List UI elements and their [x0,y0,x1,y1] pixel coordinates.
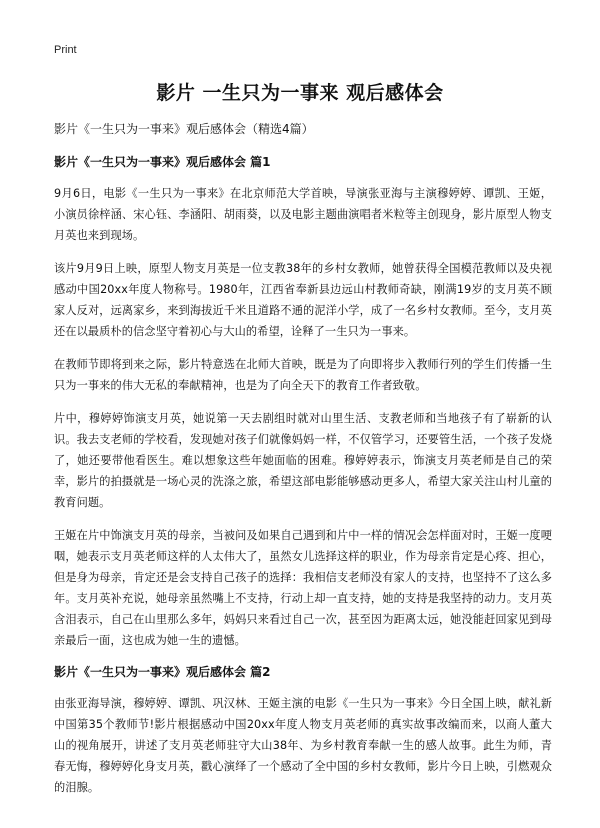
paragraph: 片中，穆婷婷饰演支月英，她说第一天去剧组时就对山里生活、支教老师和当地孩子有了崭新的认识。我去支老师的学校看，发现她对孩子们就像妈妈一样，不仅管学习，还要管生活，一个孩子发烧了，她还要带他看医生。难以想象这些年她面临的困难。穆婷婷表示，饰演支月英老师是自己的荣幸，影片的拍摄就是一场心灵的洗涤之旅，希望这部电影能够感动更多人，希望大家关注山村儿童的教育问题。 [54,412,552,509]
paragraph: 在教师节即将到来之际，影片特意选在北师大首映，既是为了向即将步入教师行列的学生们传播一生只为一事来的伟大无私的奉献精神，也是为了向全天下的教育工作者致敬。 [54,358,552,392]
paragraph: 该片9月9日上映，原型人物支月英是一位支教38年的乡村女教师，她曾获得全国模范教师以及央视感动中国20xx年度人物称号。1980年，江西省奉新县边远山村教师奇缺，刚满19岁的支月英不顾家人反对，远离家乡，来到海拔近千米且道路不通的泥洋小学，成了一名乡村女教师。至今，支月英还在以最质朴的信念坚守着初心与大山的希望，诠释了一生只为一事来。 [54,262,552,338]
paragraph: 王姬在片中饰演支月英的母亲，当被问及如果自己遇到和片中一样的情况会怎样面对时，王姬一度哽咽，她表示支月英老师这样的人太伟大了，虽然女儿选择这样的职业，作为母亲肯定是心疼、担心，但是身为母亲，肯定还是会支持自己孩子的选择：我相信支老师没有家人的支持，也坚持不了这么多年。支月英补充说，她母亲虽然嘴上不支持，行动上却一直支持，她的支持是我坚持的动力。支月英含泪表示，自己在山里那么多年，妈妈只来看过自己一次，甚至因为距离太远，她没能赶回家见到母亲最后一面，这也成为她一生的遗憾。 [54,529,552,647]
page-title: 影片 一生只为一事来 观后感体会 [156,82,444,104]
article-subtitle: 影片《一生只为一事来》观后感体会（精选4篇） [54,122,314,136]
paragraph: 由张亚海导演，穆婷婷、谭凯、巩汉林、王姬主演的电影《一生只为一事来》今日全国上映，献礼新中国第35个教师节!影片根据感动中国20xx年度人物支月英老师的真实故事改编而来，以商人董大山的视角展开，讲述了支月英老师驻守大山38年、为乡村教育奉献一生的感人故事。此生为师，青春无悔，穆婷婷化身支月英，戳心演绎了一个感动了全中国的乡村女教师，影片今日上映，引燃观众的泪腺。 [54,697,552,794]
section-heading-1: 影片《一生只为一事来》观后感体会 篇1 [54,155,271,169]
paragraph: 9月6日，电影《一生只为一事来》在北京师范大学首映，导演张亚海与主演穆婷婷、谭凯、王姬，小演员徐梓涵、宋心钰、李涵阳、胡雨葵，以及电影主题曲演唱者米粒等主创现身，影片原型人物支月英也来到现场。 [54,187,552,242]
print-link[interactable]: Print [54,44,77,56]
article-body [54,121,552,810]
section-heading-2: 影片《一生只为一事来》观后感体会 篇2 [54,665,271,679]
